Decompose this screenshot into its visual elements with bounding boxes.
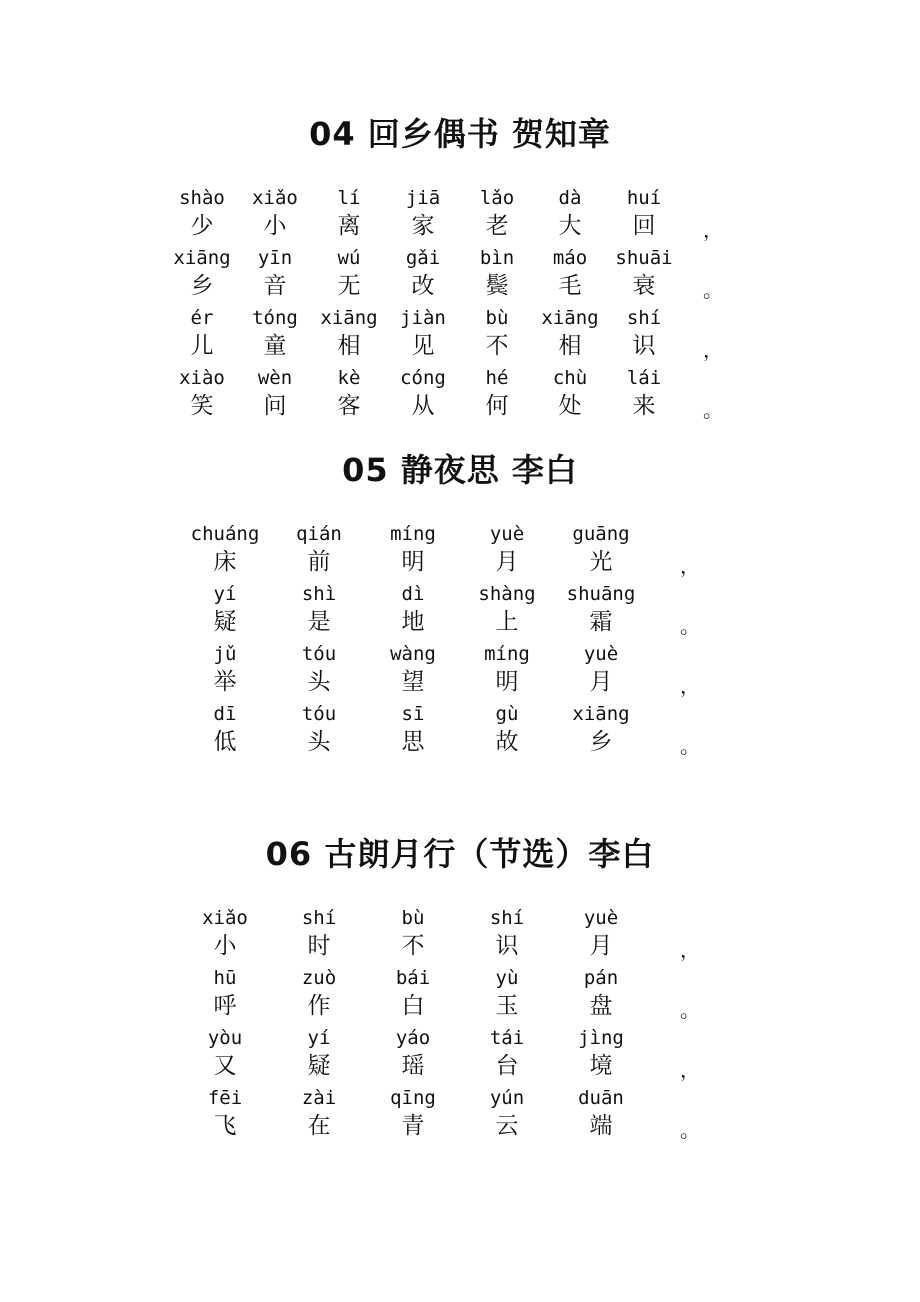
pinyin-syllable: duān [578, 1087, 624, 1109]
pinyin-syllable: bù [401, 907, 425, 929]
hanzi-character: 相 [337, 333, 361, 359]
punctuation: 。 [703, 398, 723, 422]
pinyin-syllable: hé [485, 367, 509, 389]
pinyin-syllable: shuāi [615, 247, 673, 269]
pinyin-syllable: gǎi [405, 247, 441, 269]
pinyin-syllable: tóu [301, 643, 337, 665]
hanzi-character: 床 [213, 549, 237, 575]
hanzi-character: 衰 [632, 273, 656, 299]
hanzi-character: 月 [495, 549, 519, 575]
pinyin-syllable: lǎo [479, 187, 515, 209]
hanzi-character: 家 [411, 213, 435, 239]
pinyin-syllable: yù [495, 967, 519, 989]
hanzi-character: 无 [337, 273, 361, 299]
hanzi-character: 故 [495, 729, 519, 755]
pinyin-syllable: shì [301, 583, 337, 605]
hanzi-character: 呼 [213, 993, 237, 1019]
hanzi-character: 前 [307, 549, 331, 575]
pinyin-syllable: kè [337, 367, 361, 389]
hanzi-character: 在 [307, 1113, 331, 1139]
pinyin-syllable: yuè [489, 523, 525, 545]
punctuation: ， [680, 554, 700, 578]
poem-title: 05 静夜思 李白 [342, 451, 578, 489]
pinyin-syllable: chù [552, 367, 588, 389]
hanzi-character: 月 [589, 669, 613, 695]
hanzi-character: 境 [589, 1053, 613, 1079]
pinyin-syllable: xiào [179, 367, 225, 389]
hanzi-character: 上 [495, 609, 519, 635]
pinyin-syllable: shí [489, 907, 525, 929]
pinyin-syllable: jìng [578, 1027, 624, 1049]
hanzi-character: 不 [485, 333, 509, 359]
hanzi-character: 台 [495, 1053, 519, 1079]
pinyin-syllable: zuò [301, 967, 337, 989]
punctuation: 。 [680, 1118, 700, 1142]
hanzi-character: 何 [485, 393, 509, 419]
pinyin-syllable: chuáng [190, 523, 260, 545]
pinyin-syllable: yīn [257, 247, 293, 269]
poem-title: 04 回乡偶书 贺知章 [309, 115, 611, 153]
pinyin-syllable: yáo [395, 1027, 431, 1049]
pinyin-syllable: pán [583, 967, 619, 989]
hanzi-character: 举 [213, 669, 237, 695]
pinyin-syllable: yún [489, 1087, 525, 1109]
hanzi-character: 童 [263, 333, 287, 359]
hanzi-character: 疑 [307, 1053, 331, 1079]
pinyin-syllable: xiǎo [252, 187, 298, 209]
punctuation: 。 [703, 278, 723, 302]
hanzi-character: 离 [337, 213, 361, 239]
hanzi-character: 处 [558, 393, 582, 419]
pinyin-syllable: cóng [400, 367, 446, 389]
hanzi-character: 明 [495, 669, 519, 695]
hanzi-character: 毛 [558, 273, 582, 299]
punctuation: ， [703, 338, 723, 362]
hanzi-character: 低 [213, 729, 237, 755]
pinyin-syllable: dà [558, 187, 582, 209]
pinyin-syllable: wàng [390, 643, 436, 665]
pinyin-syllable: dì [401, 583, 425, 605]
punctuation: 。 [680, 998, 700, 1022]
hanzi-character: 明 [401, 549, 425, 575]
pinyin-syllable: máo [552, 247, 588, 269]
hanzi-character: 大 [558, 213, 582, 239]
hanzi-character: 头 [307, 669, 331, 695]
poem-title: 06 古朗月行（节选）李白 [265, 835, 655, 873]
hanzi-character: 云 [495, 1113, 519, 1139]
pinyin-syllable: tái [489, 1027, 525, 1049]
hanzi-character: 少 [190, 213, 214, 239]
pinyin-syllable: yuè [583, 907, 619, 929]
pinyin-syllable: dī [213, 703, 237, 725]
punctuation: ， [680, 674, 700, 698]
pinyin-syllable: shuāng [566, 583, 636, 605]
pinyin-syllable: gù [495, 703, 519, 725]
hanzi-character: 时 [307, 933, 331, 959]
hanzi-character: 光 [589, 549, 613, 575]
punctuation: ， [703, 218, 723, 242]
pinyin-syllable: qīng [390, 1087, 436, 1109]
pinyin-syllable: míng [390, 523, 436, 545]
hanzi-character: 从 [411, 393, 435, 419]
pinyin-syllable: yuè [583, 643, 619, 665]
pinyin-syllable: qián [296, 523, 342, 545]
hanzi-character: 来 [632, 393, 656, 419]
punctuation: 。 [680, 614, 700, 638]
pinyin-syllable: tóng [252, 307, 298, 329]
pinyin-syllable: tóu [301, 703, 337, 725]
pinyin-syllable: xiāng [572, 703, 630, 725]
hanzi-character: 飞 [213, 1113, 237, 1139]
pinyin-syllable: shí [626, 307, 662, 329]
hanzi-character: 白 [401, 993, 425, 1019]
hanzi-character: 思 [401, 729, 425, 755]
pinyin-syllable: jiā [405, 187, 441, 209]
hanzi-character: 笑 [190, 393, 214, 419]
pinyin-syllable: shàng [478, 583, 536, 605]
hanzi-character: 改 [411, 273, 435, 299]
pinyin-syllable: shí [301, 907, 337, 929]
pinyin-syllable: fēi [207, 1087, 243, 1109]
hanzi-character: 月 [589, 933, 613, 959]
hanzi-character: 青 [401, 1113, 425, 1139]
hanzi-character: 望 [401, 669, 425, 695]
pinyin-syllable: yí [213, 583, 237, 605]
hanzi-character: 乡 [190, 273, 214, 299]
pinyin-syllable: jǔ [213, 643, 237, 665]
hanzi-character: 鬓 [485, 273, 509, 299]
hanzi-character: 儿 [190, 333, 214, 359]
hanzi-character: 不 [401, 933, 425, 959]
pinyin-syllable: huí [626, 187, 662, 209]
pinyin-syllable: xiāng [173, 247, 231, 269]
pinyin-syllable: xiǎo [202, 907, 248, 929]
pinyin-syllable: zài [301, 1087, 337, 1109]
hanzi-character: 回 [632, 213, 656, 239]
pinyin-syllable: wèn [257, 367, 293, 389]
pinyin-syllable: hū [213, 967, 237, 989]
hanzi-character: 老 [485, 213, 509, 239]
hanzi-character: 盘 [589, 993, 613, 1019]
hanzi-character: 识 [632, 333, 656, 359]
hanzi-character: 又 [213, 1053, 237, 1079]
hanzi-character: 是 [307, 609, 331, 635]
pinyin-syllable: bù [485, 307, 509, 329]
hanzi-character: 玉 [495, 993, 519, 1019]
punctuation: ， [680, 938, 700, 962]
punctuation: ， [680, 1058, 700, 1082]
hanzi-character: 相 [558, 333, 582, 359]
pinyin-syllable: bái [395, 967, 431, 989]
hanzi-character: 头 [307, 729, 331, 755]
hanzi-character: 瑶 [401, 1053, 425, 1079]
pinyin-syllable: xiāng [320, 307, 378, 329]
pinyin-syllable: lái [626, 367, 662, 389]
pinyin-syllable: shào [179, 187, 225, 209]
pinyin-syllable: jiàn [400, 307, 446, 329]
pinyin-syllable: xiāng [541, 307, 599, 329]
hanzi-character: 小 [213, 933, 237, 959]
hanzi-character: 问 [263, 393, 287, 419]
pinyin-syllable: yòu [207, 1027, 243, 1049]
hanzi-character: 见 [411, 333, 435, 359]
hanzi-character: 识 [495, 933, 519, 959]
pinyin-syllable: ér [190, 307, 214, 329]
pinyin-syllable: wú [337, 247, 361, 269]
pinyin-syllable: sī [401, 703, 425, 725]
hanzi-character: 音 [263, 273, 287, 299]
hanzi-character: 疑 [213, 609, 237, 635]
hanzi-character: 端 [589, 1113, 613, 1139]
pinyin-syllable: lí [337, 187, 361, 209]
pinyin-syllable: bìn [479, 247, 515, 269]
hanzi-character: 客 [337, 393, 361, 419]
pinyin-syllable: yí [307, 1027, 331, 1049]
pinyin-syllable: míng [484, 643, 530, 665]
hanzi-character: 乡 [589, 729, 613, 755]
hanzi-character: 霜 [589, 609, 613, 635]
hanzi-character: 小 [263, 213, 287, 239]
hanzi-character: 地 [401, 609, 425, 635]
punctuation: 。 [680, 734, 700, 758]
pinyin-syllable: guāng [572, 523, 630, 545]
hanzi-character: 作 [307, 993, 331, 1019]
